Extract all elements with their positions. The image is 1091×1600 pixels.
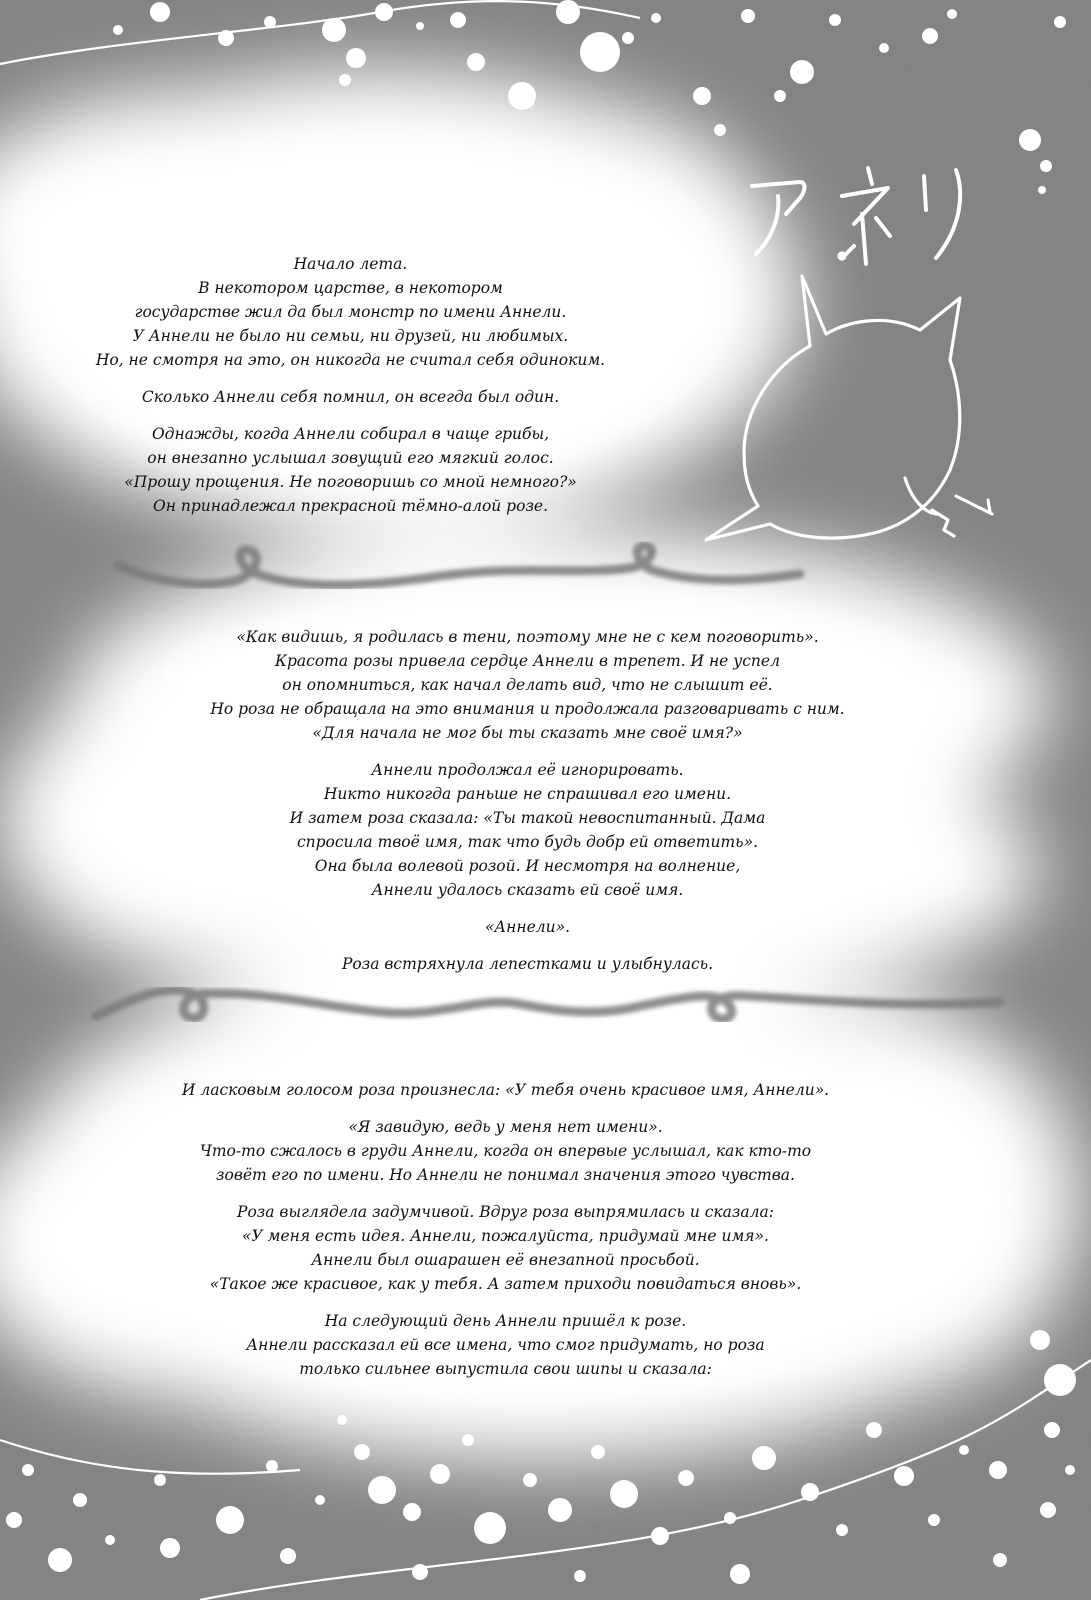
story-paragraph (0, 625, 1073, 745)
story-line: «Прошу прощения. Не поговоришь со мной немного?» (124, 473, 577, 491)
story-block-1 (0, 252, 896, 531)
story-paragraph (0, 422, 896, 518)
story-line: И затем роза сказала: «Ты такой невоспитанный. Дама (289, 809, 766, 827)
story-line: «Для начала не мог бы ты сказать мне своё имя?» (312, 724, 743, 742)
story-line: он внезапно услышал зовущий его мягкий голос. (147, 449, 554, 467)
story-paragraph (0, 1309, 1051, 1381)
story-line: Начало лета. (293, 255, 408, 273)
story-line: Красота розы привела сердце Аннели в трепет. И не успел (275, 652, 780, 670)
story-line: «У меня есть идея. Аннели, пожалуйста, придумай мне имя». (242, 1227, 769, 1245)
story-line: зовёт его по имени. Но Аннели не понимал значения этого чувства. (216, 1166, 795, 1184)
story-line: Но роза не обращала на это внимания и продолжала разговаривать с ним. (210, 700, 845, 718)
story-line: Аннели рассказал ей все имена, что смог придумать, но роза (246, 1336, 765, 1354)
story-line: он опомниться, как начал делать вид, что не слышит её. (282, 676, 773, 694)
story-line: Никто никогда раньше не спрашивал его имени. (323, 785, 732, 803)
story-line: Что-то сжалось в груди Аннели, когда он впервые услышал, как кто-то (199, 1142, 812, 1160)
story-line: На следующий день Аннели пришёл к розе. (324, 1312, 687, 1330)
story-paragraph (0, 758, 1073, 902)
story-line: «Я завидую, ведь у меня нет имени». (348, 1118, 663, 1136)
story-block-3 (0, 1078, 1051, 1394)
story-paragraph (0, 1115, 1051, 1187)
story-paragraph (0, 952, 1073, 976)
story-line: спросила твоё имя, так что будь добр ей ответить». (296, 833, 759, 851)
story-paragraph (0, 385, 896, 409)
story-line: Роза встряхнула лепестками и улыбнулась. (342, 955, 713, 973)
story-line: У Аннели не было ни семьи, ни друзей, ни любимых. (132, 327, 569, 345)
story-line: «Аннели». (484, 918, 571, 936)
story-block-2 (0, 625, 1073, 989)
story-paragraph (0, 1200, 1051, 1296)
story-line: Но, не смотря на это, он никогда не считал себя одиноким. (95, 351, 606, 369)
story-line: «Такое же красивое, как у тебя. А затем приходи повидаться вновь». (209, 1275, 802, 1293)
story-paragraph (0, 1078, 1051, 1102)
story-line: Однажды, когда Аннели собирал в чаще грибы, (151, 425, 550, 443)
story-line: Аннели был ошарашен её внезапной просьбой. (311, 1251, 700, 1269)
story-paragraph (0, 915, 1073, 939)
story-line: Она была волевой розой. И несмотря на волнение, (314, 857, 741, 875)
story-line: Он принадлежал прекрасной тёмно-алой розе. (153, 497, 548, 515)
story-line: Аннели удалось сказать ей своё имя. (371, 881, 684, 899)
story-line: «Как видишь, я родилась в тени, поэтому мне не с кем поговорить». (236, 628, 819, 646)
story-line: И ласковым голосом роза произнесла: «У тебя очень красивое имя, Аннели». (181, 1081, 830, 1099)
story-line: В некотором царстве, в некотором (198, 279, 503, 297)
story-line: государстве жил да был монстр по имени Аннели. (134, 303, 567, 321)
story-line: только сильнее выпустила свои шипы и сказала: (299, 1360, 712, 1378)
story-line: Аннели продолжал её игнорировать. (371, 761, 684, 779)
story-line: Роза выглядела задумчивой. Вдруг роза выпрямилась и сказала: (237, 1203, 774, 1221)
story-line: Сколько Аннели себя помнил, он всегда был один. (141, 388, 560, 406)
story-paragraph (0, 252, 896, 372)
